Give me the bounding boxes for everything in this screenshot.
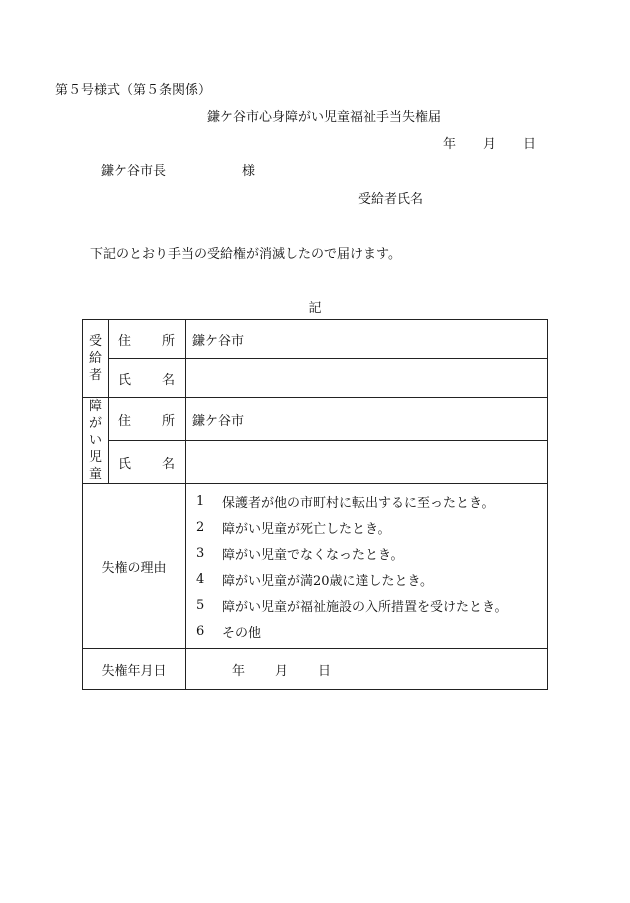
recipient-address-row — [83, 320, 548, 359]
child-address-row — [83, 398, 548, 441]
reason-list — [186, 484, 548, 649]
reason-item[interactable]: 4 障がい児童が満20歳に達したとき。 — [196, 571, 434, 589]
date-day: 日 — [523, 137, 537, 152]
date-year: 年 — [443, 137, 457, 152]
recipient-address-label: 住 所 — [109, 320, 186, 359]
recipient-address-value[interactable]: 鎌ケ谷市 — [186, 320, 548, 359]
forfeiture-date-label: 失権年月日 — [83, 649, 186, 690]
child-name-field-label: 氏 名 — [109, 441, 186, 484]
recipient-group-label: 受 給 者 — [83, 320, 109, 398]
statement: 下記のとおり手当の受給権が消滅したので届けます。 — [90, 247, 401, 262]
forfeiture-table — [82, 319, 548, 690]
form-title: 鎌ケ谷市心身障がい児童福祉手当失権届 — [206, 110, 441, 125]
reason-item[interactable]: 3 障がい児童でなくなったとき。 — [196, 545, 404, 563]
date-month: 月 — [483, 137, 497, 152]
forfeiture-date-value[interactable]: 年 月 日 — [186, 649, 548, 690]
child-address-label: 住 所 — [109, 398, 186, 441]
recipient-name-value[interactable] — [186, 359, 548, 398]
form-number: 第５号様式（第５条関係） — [55, 83, 212, 98]
reason-label: 失権の理由 — [83, 484, 186, 649]
honorific: 様 — [242, 164, 256, 179]
addressee: 鎌ケ谷市長 — [101, 164, 167, 179]
ki-heading: 記 — [308, 301, 322, 316]
reason-item[interactable]: 1 保護者が他の市町村に転出するに至ったとき。 — [196, 493, 495, 511]
reason-item[interactable]: 5 障がい児童が福祉施設の入所措置を受けたとき。 — [196, 597, 508, 615]
child-name-value[interactable] — [186, 441, 548, 484]
child-group-label: 障 が い 児 童 — [83, 398, 109, 484]
recipient-name-field-label: 氏 名 — [109, 359, 186, 398]
reason-item[interactable]: 6 その他 — [196, 623, 262, 641]
reason-row — [83, 484, 548, 649]
child-name-row — [83, 441, 548, 484]
submission-date — [443, 133, 536, 152]
recipient-name-row — [83, 359, 548, 398]
reason-item[interactable]: 2 障がい児童が死亡したとき。 — [196, 519, 391, 537]
forfeiture-date-row — [83, 649, 548, 690]
child-address-value[interactable]: 鎌ケ谷市 — [186, 398, 548, 441]
recipient-name-label: 受給者氏名 — [358, 192, 424, 207]
